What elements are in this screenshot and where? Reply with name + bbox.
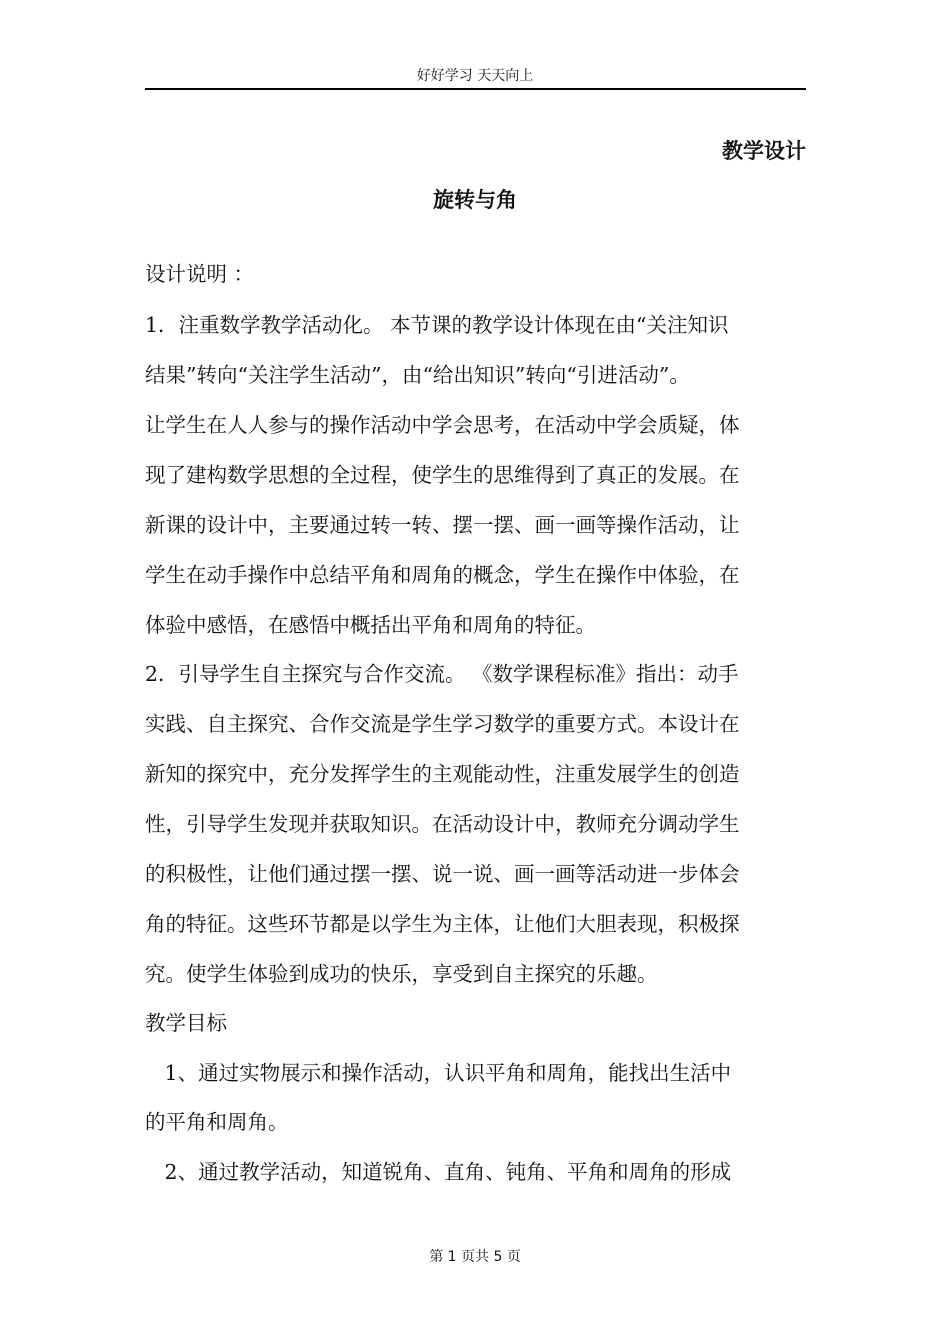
text-line: 体验中感悟，在感悟中概括出平角和周角的特征。 bbox=[145, 613, 596, 637]
text-line: 究。使学生体验到成功的快乐，享受到自主探究的乐趣。 bbox=[145, 962, 658, 986]
text-line: 设计说明 ： bbox=[145, 262, 255, 286]
text-line: 让学生在人人参与的操作活动中学会思考，在活动中学会质疑，体 bbox=[145, 413, 740, 437]
text-line: 1．注重数学教学活动化。 本节课的教学设计体现在由“关注知识 bbox=[145, 313, 729, 337]
document-type-label: 教学设计 bbox=[722, 139, 806, 163]
page-title: 旋转与角 bbox=[433, 188, 517, 212]
text-line: 角的特征。这些环节都是以学生为主体，让他们大胆表现，积极探 bbox=[145, 912, 740, 936]
text-line: 性，引导学生发现并获取知识。在活动设计中，教师充分调动学生 bbox=[145, 812, 740, 836]
text-line: 结果”转向“关注学生活动”，由“给出知识”转向“引进活动”。 bbox=[145, 363, 690, 387]
text-line: 学生在动手操作中总结平角和周角的概念，学生在操作中体验，在 bbox=[145, 563, 740, 587]
header-divider bbox=[145, 88, 806, 90]
text-line: 新知的探究中，充分发挥学生的主观能动性，注重发展学生的创造 bbox=[145, 762, 740, 786]
text-line: 的平角和周角。 bbox=[145, 1110, 289, 1134]
text-line: 现了建构数学思想的全过程，使学生的思维得到了真正的发展。在 bbox=[145, 463, 740, 487]
page-footer: 第 1 页共 5 页 bbox=[429, 1249, 521, 1265]
text-line: 新课的设计中，主要通过转一转、摆一摆、画一画等操作活动，让 bbox=[145, 513, 740, 537]
text-line: 1、通过实物展示和操作活动，认识平角和周角，能找出生活中 bbox=[145, 1061, 732, 1085]
text-line: 的积极性，让他们通过摆一摆、说一说、画一画等活动进一步体会 bbox=[145, 862, 740, 886]
text-line: 2、通过教学活动，知道锐角、直角、钝角、平角和周角的形成 bbox=[145, 1160, 732, 1184]
section-heading: 教学目标 bbox=[145, 1011, 227, 1035]
page-header: 好好学习 天天向上 bbox=[416, 68, 534, 84]
text-line: 2．引导学生自主探究与合作交流。 《数学课程标准》指出：动手 bbox=[145, 662, 739, 686]
text-line: 实践、自主探究、合作交流是学生学习数学的重要方式。本设计在 bbox=[145, 712, 740, 736]
